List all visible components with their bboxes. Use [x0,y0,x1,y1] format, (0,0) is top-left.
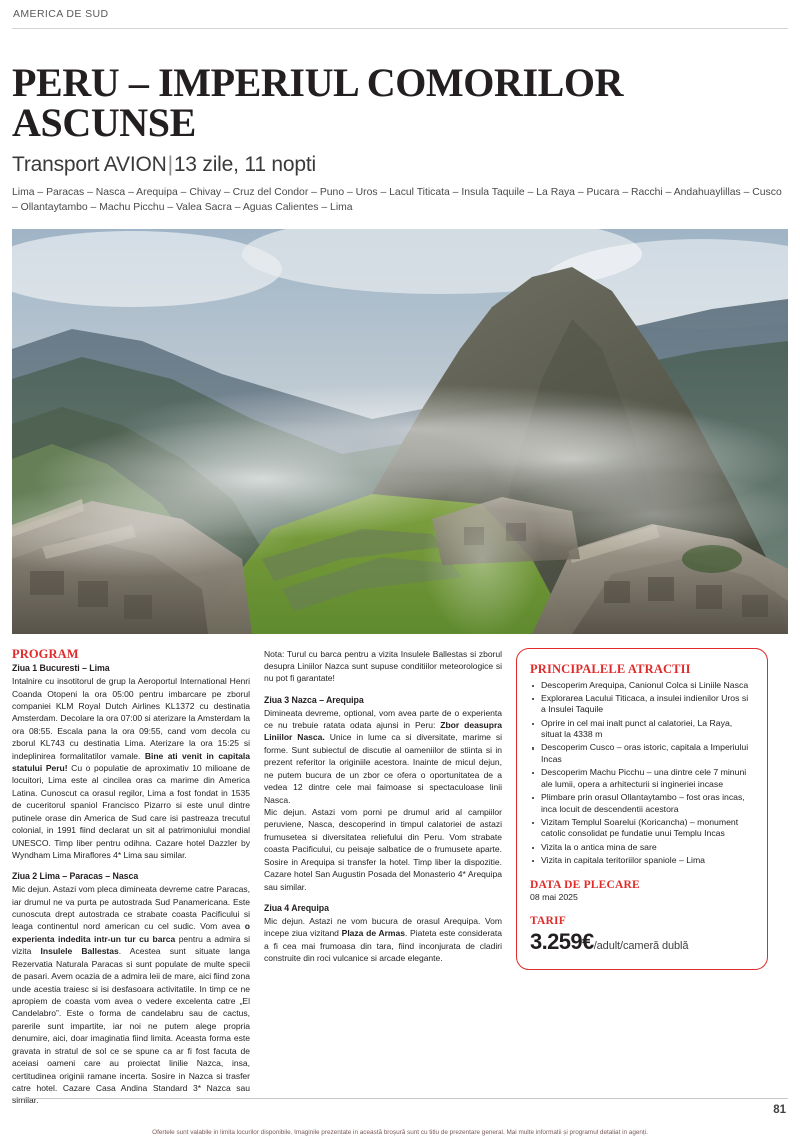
program-column-2 [264,648,502,965]
header-divider [12,28,788,29]
day-1-bold-1: Bine ati venit in capitala statului Peru! [12,750,250,774]
day-title-1: Ziua 1 Bucuresti – Lima [12,663,110,674]
list-item: Plimbare prin orasul Ollantaytambo – fost oras incas, inca locuit de descendentii acestora [530,792,754,815]
body-content [12,648,788,1107]
program-column-1 [12,648,250,1107]
list-item: Descoperim Arequipa, Canionul Colca si Liniile Nasca [530,680,754,692]
list-item: Descoperim Machu Picchu – una dintre cele 7 minuni ale lumii, opera a arhitecturii si ingineriei incase [530,767,754,790]
day-4-text-post: . Piateta este considerata a fi cea mai frumoasa din tara, fiind inconjurata de cladiri construite din roci vulcanice si arcade elegante. [264,928,502,963]
day-body-3 [264,707,502,806]
duration-label: 13 zile, 11 nopti [173,153,316,176]
day-3-text-pre: Dimineata devreme, optional, vom avea parte de o experienta ce nu trebuie ratata odata ajunsi in Peru: [264,707,502,731]
page-title: PERU – IMPERIUL COMORILOR ASCUNSE [12,60,624,145]
tarif-label: TARIF [530,915,566,928]
disclaimer-text: Ofertele sunt valabile in limita locurilor disponibile. Imaginile prezentate in această broșură sunt cu titlu de prezentare general. Mai multe informatii și programul detaliat in agenți. [152,1129,648,1136]
day-body-2 [12,883,250,1107]
footer-divider [12,1098,788,1099]
price-amount: 3.259€ [530,929,594,955]
day-2-continued [264,648,502,685]
departure-date-value: 08 mai 2025 [530,892,578,903]
attractions-title: PRINCIPALELE ATRACTII [530,661,691,676]
day-4-bold-1: Plaza de Armas [341,928,405,939]
page-number: 81 [773,1104,786,1116]
transport-label: Transport AVION [12,153,167,176]
day-3-text-post: Unice in lume ca si diversitate, marime si forme. Sunt subiectul de discutie al oameniilor de stiinta si in prezent referitor la originiile acestora. Inainte de micul dejun, ne putem bucura de un zbor ce ofera o oportunitatea de a vedea 12 dintre cele mai faimoase si spectaculoase linii Nasca. [264,732,503,805]
departure-date-label: DATA DE PLECARE [530,879,640,892]
attractions-list [530,680,754,867]
list-item: Vizitam Templul Soarelui (Koricancha) – monument catolic consolidat pe fundatie unui Templu Incas [530,817,754,840]
trip-subtitle [12,153,788,177]
day-body-1 [12,675,250,861]
list-item: Explorarea Lacului Titicaca, a insulei indienilor Uros si a Insulei Taquile [530,693,754,716]
program-heading: PROGRAM [12,646,79,661]
machu-picchu-illustration [12,229,788,634]
list-item: Vizita in capitala teritoriilor spaniole – Lima [530,855,754,867]
info-sidebar [516,648,768,971]
day-4-text-pre: Mic dejun. Astazi ne vom bucura de orasul Arequipa. Vom incepe ziua vizitand [264,915,502,939]
day-title-4: Ziua 4 Arequipa [264,902,329,913]
day-2-text-mid: pentru a admira si vizita [12,933,250,957]
highlights-box [516,648,768,971]
page-footer [12,1098,788,1143]
day-2-text-post: . Acestea sunt situate langa Rezervatia Naturala Paracas si sunt populate de multe specii de pasari. Avem ocazia de a admira leii de mare, aici fiind zona unde acestia traiesc si isi desfasoara activitatile. In timp ce ne apropiem de coasta vom avea o vedere excelenta catre „El Candelabro”. Este o forma de candelabru sau de cactus, parerile sunt impartite, iar noi ne putem alege propria denumire, aici, doar imaginatia fiind limita. Aceasta forma este gravata in stratul de sol ce se spune ca ar fi fost facuta de aceiasi oameni care au proiectat linilie Nazca, insa, certitudinea originii ramane incerta. Sosire in Nazca si trasfer catre hotel. Cazare Casa Andina Standard 3* Nazca sau similar. [12,946,250,1106]
day-3-second-paragraph: Mic dejun. Astazi vom porni pe drumul arid al campiilor peruviene, Nasca, descoperind in timpul calatoriei de astazi frumusetea si diversitatea reliefului din Peru. Vom strabate coasta Pacificului, cu peisaje salbatice de o frumusete aparte. Sosire in Arequipa si transfer la hotel. Timp liber la dispozitie. Cazare hotel San Augustin Posada del Monasterio 4* Arequipa sau similar. [264,806,502,892]
day-3-bold-1: Zbor deasupra Liniilor Nasca. [264,720,502,743]
route-list: Lima – Paracas – Nasca – Arequipa – Chivay – Cruz del Condor – Puno – Uros – Lacul Titicata – Insula Taquile – La Raya – Pucara – Racchi – Andahuaylillas – Cusco – Ollantaytambo – Machu Picchu – Valea Sacra – Aguas Calientes – Lima [12,187,782,213]
list-item: Descoperim Cusco – oras istoric, capitala a Imperiului Incas [530,742,754,765]
day-2-bold-1: o experienta indedita intr-un tur cu barca [12,921,250,944]
price-unit: /adult/cameră dublă [593,940,689,953]
day-1-text-post: Cu o populatie de aproximativ 10 milioane de locuitori, Lima este al cincilea oras ca marime din America Latina. Cunoscut ca orasul regilor, Lima a fost fondat in 1535 de cuceritorul spaniol Francisco Pizarro si este unul dintre putinele orase din America de Sud care isi pastreaza trecutul colonial, in 1991 fiind declarat un sit al patrimoniului mondial UNESCO. Timp liber pentru odihna. Cazare hotel Dazzler by Wyndham Lima Miraflores 4* Lima sau similar. [12,763,250,860]
day-body-4 [264,915,502,965]
day-2-text-pre: Mic dejun. Astazi vom pleca dimineata devreme catre Paracas, iar drumul ne va purta pe autostrada Sud Panamericana. Este cunoscuta drept autostrada ce strabate coasta Pacificului si leaga continentul nord american cu cel sudic. Vom avea [12,884,250,932]
day-title-2: Ziua 2 Lima – Paracas – Nasca [12,871,139,882]
section-kicker: AMERICA DE SUD [13,8,109,20]
hero-image [12,229,788,634]
day-title-3: Ziua 3 Nazca – Arequipa [264,694,364,705]
list-item: Oprire in cel mai inalt punct al calatoriei, La Raya, situat la 4338 m [530,718,754,741]
day-2-note: Nota: Turul cu barca pentru a vizita Insulele Ballestas si zborul desupra Liniilor Nazca sunt supuse conditiilor meteorologice si nu pot fi garantate! [264,648,502,684]
subtitle-separator: | [167,153,173,176]
day-2-bold-2: Insulele Ballestas [40,946,119,957]
price-row [530,929,754,955]
day-1-text-pre: Intalnire cu insotitorul de grup la Aeroportul International Henri Coanda Otopeni la ora 05:00 pentru imbarcare pe zborul companiei KLM Royal Dutch Airlines KL1372 cu destinatia Amsterdam. Decolare la ora 07:00 si aterizare la Amsterdam la ora 08:55. Escala pana la ora 09:55, cand vom decola cu zborul KL743 cu destinatia Lima. Aterizare la ora 15:25 si indeplinirea formalitatilor vamale. [12,676,250,761]
list-item: Vizita la o antica mina de sare [530,842,754,854]
